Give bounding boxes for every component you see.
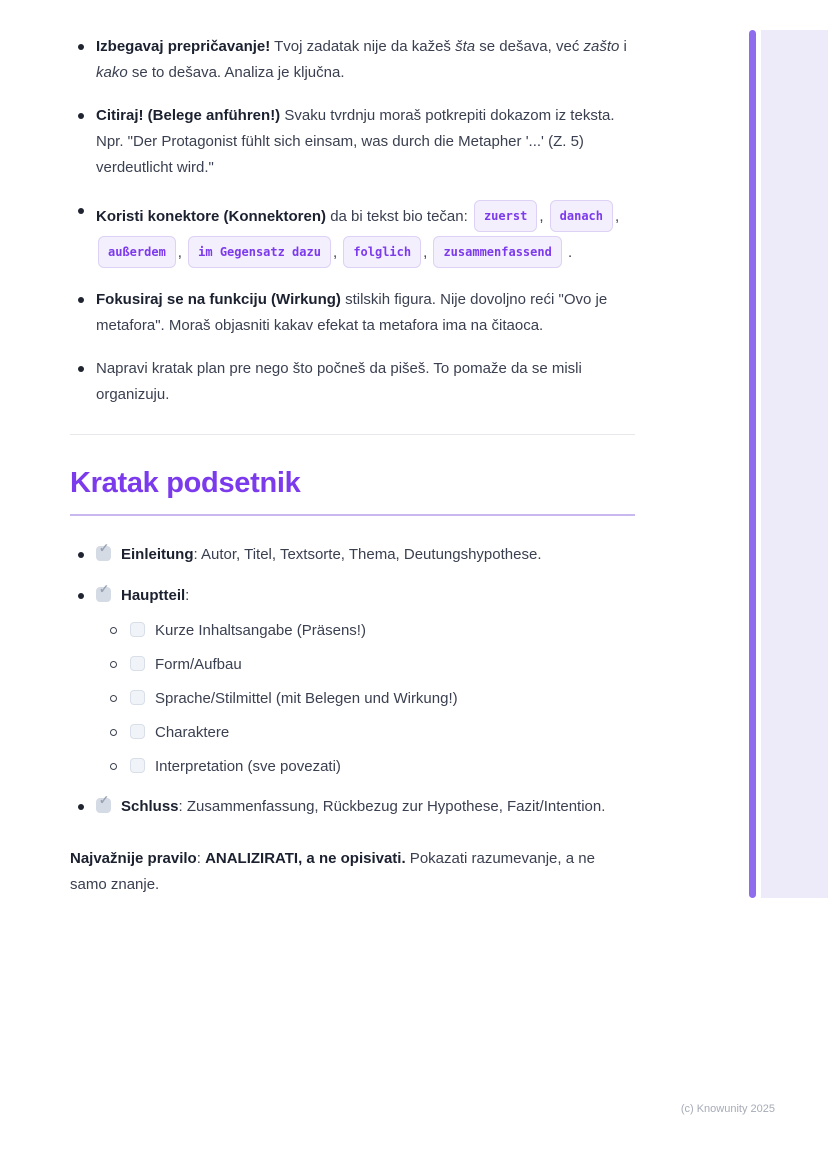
text-run: , [177,244,187,261]
checkbox-unchecked-icon[interactable] [130,622,145,637]
checkbox-unchecked-icon[interactable] [130,724,145,739]
bold-text: Citiraj! (Belege anführen!) [96,107,281,124]
text-run: : Zusammenfassung, Rückbezug zur Hypothese, Fazit/Intention. [178,798,606,815]
checklist-subitem [108,720,635,745]
checklist-subitem [108,618,635,643]
text-run: : [196,850,206,867]
checklist-item [70,583,635,779]
list-item [70,103,635,181]
checklist-subitem [108,652,635,677]
text-run: , [615,208,620,225]
checkbox-unchecked-icon[interactable] [130,758,145,773]
bold-text: Koristi konektore (Konnektoren) [96,208,327,225]
checkbox-checked-icon[interactable] [96,587,111,602]
text-run: Napravi kratak plan pre nego što počneš da pišeš. To pomaže da se misli organizuju. [96,360,582,403]
scrollbar-track[interactable] [761,30,828,898]
text-run: Sprache/Stilmittel (mit Belegen und Wirkung!) [155,690,458,707]
document-content [70,34,635,898]
bold-text: Najvažnije pravilo [70,850,197,867]
italic-text: zašto [583,38,620,55]
text-run: se to dešava. Analiza je ključna. [127,64,345,81]
tips-list [70,34,635,408]
text-run: Interpretation (sve povezati) [155,758,341,775]
text-run: , [332,244,342,261]
connector-chip: im Gegensatz dazu [188,236,331,268]
connector-chip: außerdem [98,236,176,268]
checklist-sublist [108,618,635,779]
text-run: Form/Aufbau [155,656,242,673]
section-divider [70,434,635,435]
checkbox-unchecked-icon[interactable] [130,690,145,705]
text-run: Charaktere [155,724,230,741]
list-item [70,356,635,408]
text-run: stilskih figura. Nije dovoljno reći "Ovo je metafora". Moraš objasniti kakav efekat ta metafora ima na čitaoca. [96,291,608,334]
text-run: Pokazati razumevanje, a ne samo znanje. [70,850,595,893]
bold-text: Izbegavaj prepričavanje! [96,38,271,55]
text-run: Svaku tvrdnju moraš potkrepiti dokazom iz teksta. Npr. "Der Protagonist fühlt sich einsam, was durch die Metapher '...' (Z. 5) verdeutlicht wird." [96,107,615,176]
text-run: i [619,38,627,55]
connector-chip: zusammenfassend [433,236,561,268]
connector-chip: zuerst [474,200,537,232]
checkbox-checked-icon[interactable] [96,546,111,561]
connector-chip: danach [550,200,613,232]
scrollbar-thumb[interactable] [749,30,756,898]
list-item [70,198,635,270]
text-run: da bi tekst bio tečan: [326,208,472,225]
bold-text: Fokusiraj se na funkciju (Wirkung) [96,291,341,308]
text-run: . [563,244,573,261]
checklist [70,542,635,820]
checklist-item [70,794,635,820]
checklist-subitem [108,754,635,779]
bold-text: ANALIZIRATI, a ne opisivati. [205,850,406,867]
checkbox-checked-icon[interactable] [96,798,111,813]
bold-text: Einleitung [121,546,194,563]
connector-chip: folglich [343,236,421,268]
italic-text: kako [96,64,128,81]
text-run: : [185,587,190,604]
text-run: se dešava, već [475,38,584,55]
final-rule [70,846,635,898]
list-item [70,287,635,339]
italic-text: šta [455,38,476,55]
section-heading: Kratak podsetnik [70,467,635,516]
text-run: , [539,208,548,225]
text-run: Kurze Inhaltsangabe (Präsens!) [155,622,366,639]
bold-text: Schluss [121,798,179,815]
bold-text: Hauptteil [121,587,186,604]
text-run: , [423,244,432,261]
checklist-subitem [108,686,635,711]
text-run: Tvoj zadatak nije da kažeš [270,38,456,55]
checkbox-unchecked-icon[interactable] [130,656,145,671]
footer-copyright: (c) Knowunity 2025 [680,1103,775,1115]
text-run: : Autor, Titel, Textsorte, Thema, Deutungshypothese. [193,546,542,563]
checklist-item [70,542,635,568]
list-item [70,34,635,86]
